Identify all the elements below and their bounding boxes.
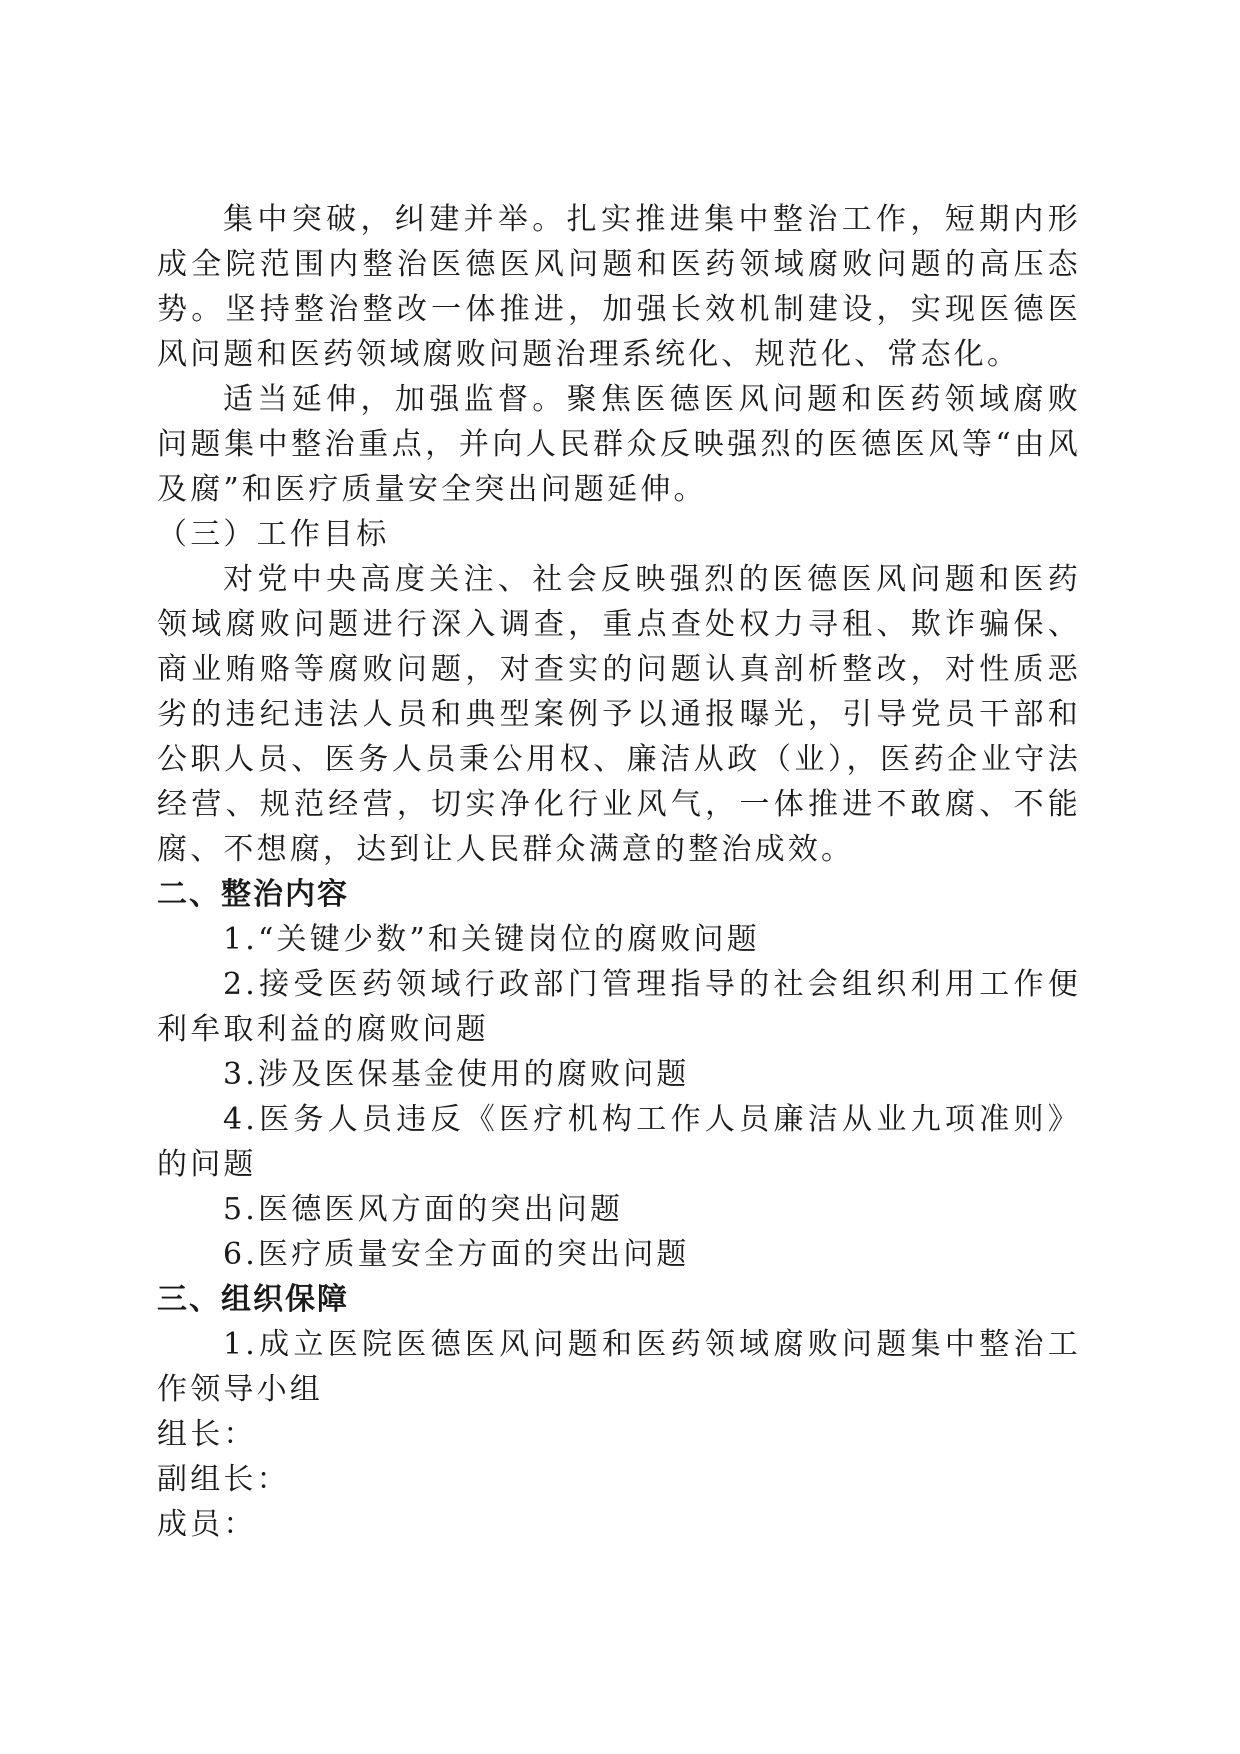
list-item: 2.接受医药领域行政部门管理指导的社会组织利用工作便利牟取利益的腐败问题 [157, 967, 1081, 1047]
document-body [157, 197, 1081, 1547]
paragraph-concentrated-breakthrough: 集中突破，纠建并举。扎实推进集中整治工作，短期内形成全院范围内整治医德医风问题和医药领域腐败问题的高压态势。坚持整治整改一体推进，加强长效机制建设，实现医德医风问题和医药领域腐败问题治理系统化、规范化、常态化。 [157, 202, 1081, 372]
list-item: 3.涉及医保基金使用的腐败问题 [223, 1057, 690, 1092]
members-field-label: 成员： [157, 1507, 257, 1542]
list-item: 6.医疗质量安全方面的突出问题 [223, 1237, 690, 1272]
paragraph-appropriate-extension: 适当延伸，加强监督。聚焦医德医风问题和医药领域腐败问题集中整治重点，并向人民群众反映强烈的医德医风等“由风及腐”和医疗质量安全突出问题延伸。 [157, 382, 1081, 507]
deputy-leader-field-label: 副组长： [157, 1462, 290, 1497]
leader-field-label: 组长： [157, 1417, 257, 1452]
list-item: 5.医德医风方面的突出问题 [223, 1192, 624, 1227]
section-heading-organizational-guarantee: 三、组织保障 [157, 1282, 349, 1317]
subheading-work-goals: （三）工作目标 [157, 517, 390, 552]
section-heading-rectification-content: 二、整治内容 [157, 877, 349, 912]
list-item: 1.“关键少数”和关键岗位的腐败问题 [223, 922, 760, 957]
list-item: 1.成立医院医德医风问题和医药领域腐败问题集中整治工作领导小组 [157, 1327, 1081, 1407]
list-item: 4.医务人员违反《医疗机构工作人员廉洁从业九项准则》的问题 [157, 1102, 1081, 1182]
paragraph-work-goals: 对党中央高度关注、社会反映强烈的医德医风问题和医药领域腐败问题进行深入调查，重点查处权力寻租、欺诈骗保、商业贿赂等腐败问题，对查实的问题认真剖析整改，对性质恶劣的违纪违法人员和典型案例予以通报曝光，引导党员干部和公职人员、医务人员秉公用权、廉洁从政（业），医药企业守法经营、规范经营，切实净化行业风气，一体推进不敢腐、不能腐、不想腐，达到让人民群众满意的整治成效。 [157, 562, 1081, 867]
